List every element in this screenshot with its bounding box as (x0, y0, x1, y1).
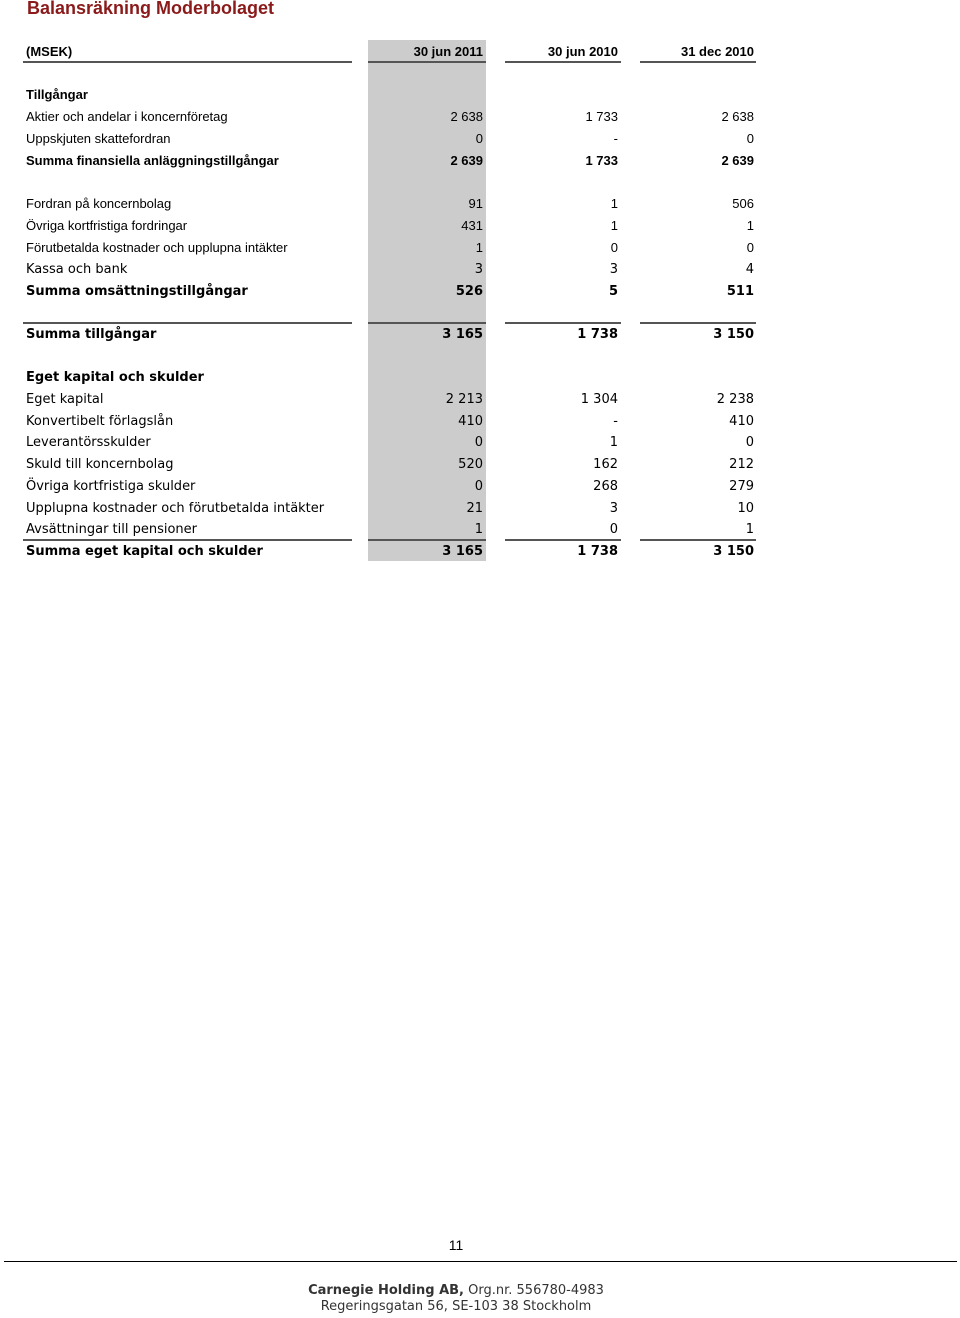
cell-value: 1 304 (580, 392, 618, 407)
table-row (0, 128, 960, 149)
row-label: Skuld till koncernbolag (26, 457, 174, 472)
table-row (0, 150, 960, 171)
cell-value: 268 (593, 479, 618, 494)
cell-value: 91 (468, 196, 483, 211)
table-row (0, 454, 960, 475)
column-header-30-jun-2011: 30 jun 2011 (413, 44, 483, 59)
cell-value: 212 (729, 457, 754, 472)
footer-divider (4, 1261, 957, 1262)
cell-value: 410 (729, 414, 754, 429)
cell-value: 3 150 (713, 327, 754, 342)
table-row (0, 84, 960, 105)
footer-address: Regeringsgatan 56, SE-103 38 Stockholm (320, 1299, 592, 1314)
unit-header: (MSEK) (26, 44, 73, 59)
table-row (0, 259, 960, 280)
section-heading-equity-liabilities: Eget kapital och skulder (26, 370, 204, 385)
row-label: Aktier och andelar i koncernföretag (26, 109, 228, 124)
cell-value: 1 (609, 435, 618, 450)
cell-value: 1 733 (585, 109, 618, 124)
cell-value: 520 (458, 457, 483, 472)
cell-value: 526 (455, 284, 483, 299)
cell-value: 1 738 (577, 327, 618, 342)
cell-value: 3 165 (442, 544, 483, 559)
table-row (0, 432, 960, 453)
cell-value: 431 (461, 218, 483, 233)
cell-value: 410 (458, 414, 483, 429)
cell-value: 3 (474, 262, 483, 277)
cell-value: 0 (745, 435, 754, 450)
footer-company-name: Carnegie Holding AB, (308, 1283, 464, 1298)
cell-value: 3 (609, 262, 618, 277)
table-row (0, 106, 960, 127)
cell-value: 4 (745, 262, 754, 277)
cell-value: 2 639 (450, 153, 483, 168)
cell-value: 1 (745, 522, 754, 537)
table-row (0, 237, 960, 258)
cell-value: 10 (737, 501, 754, 516)
cell-value: 1 (610, 196, 618, 211)
cell-value: 3 165 (442, 327, 483, 342)
row-label: Avsättningar till pensioner (26, 522, 198, 537)
cell-value: - (613, 414, 618, 429)
page-number: 11 (448, 1237, 464, 1253)
cell-value: 1 (475, 240, 483, 255)
header-rule-col1 (368, 61, 486, 63)
column-header-31-dec-2010: 31 dec 2010 (680, 44, 754, 59)
row-label: Summa eget kapital och skulder (26, 544, 263, 559)
cell-value: 0 (474, 479, 483, 494)
cell-value: 1 (746, 218, 754, 233)
table-row (0, 389, 960, 410)
cell-value: 1 (474, 522, 483, 537)
header-rule-col3 (640, 61, 756, 63)
row-label: Leverantörsskulder (26, 435, 151, 450)
header-rule-col2 (505, 61, 621, 63)
cell-value: 2 213 (445, 392, 483, 407)
cell-value: 511 (726, 284, 754, 299)
page-title: Balansräkning Moderbolaget (27, 0, 275, 18)
column-header-30-jun-2010: 30 jun 2010 (547, 44, 618, 59)
table-row (0, 193, 960, 214)
cell-value: 21 (466, 501, 483, 516)
cell-value: 506 (732, 196, 754, 211)
row-label: Summa tillgångar (26, 327, 157, 342)
row-label: Summa omsättningstillgångar (26, 284, 248, 299)
cell-value: 2 639 (721, 153, 754, 168)
cell-value: 279 (729, 479, 754, 494)
cell-value: 0 (475, 131, 483, 146)
footer-company-line (0, 1283, 912, 1298)
header-rule-label (23, 61, 352, 63)
cell-value: 2 238 (716, 392, 754, 407)
row-label: Uppskjuten skattefordran (26, 131, 171, 146)
cell-value: 2 638 (721, 109, 754, 124)
table-row (0, 519, 960, 540)
table-row (0, 411, 960, 432)
cell-value: 3 (609, 501, 618, 516)
cell-value: 1 (610, 218, 618, 233)
row-label: Summa finansiella anläggningstillgångar (26, 153, 279, 168)
table-row (0, 215, 960, 236)
cell-value: 162 (593, 457, 618, 472)
row-label: Förutbetalda kostnader och upplupna intäkter (26, 240, 288, 255)
cell-value: 0 (609, 522, 618, 537)
table-row (0, 541, 960, 562)
row-label: Konvertibelt förlagslån (26, 414, 174, 429)
cell-value: 1 738 (577, 544, 618, 559)
cell-value: 0 (746, 240, 754, 255)
cell-value: 0 (474, 435, 483, 450)
cell-value: 2 638 (450, 109, 483, 124)
row-label: Upplupna kostnader och förutbetalda intäkter (26, 501, 325, 516)
cell-value: 3 150 (713, 544, 754, 559)
table-row (0, 367, 960, 388)
table-row (0, 324, 960, 345)
cell-value: 1 733 (585, 153, 618, 168)
row-label: Kassa och bank (26, 262, 128, 277)
row-label: Övriga kortfristiga skulder (26, 479, 196, 494)
cell-value: - (613, 131, 618, 146)
cell-value: 0 (746, 131, 754, 146)
row-label: Eget kapital (26, 392, 104, 407)
row-label: Fordran på koncernbolag (26, 196, 172, 211)
section-heading-assets: Tillgångar (26, 87, 88, 102)
row-label: Övriga kortfristiga fordringar (26, 218, 188, 233)
table-row (0, 476, 960, 497)
cell-value: 5 (608, 284, 618, 299)
table-row (0, 498, 960, 519)
footer-org-number: Org.nr. 556780-4983 (468, 1283, 604, 1298)
table-row (0, 281, 960, 302)
cell-value: 0 (610, 240, 618, 255)
table-header-row (0, 41, 960, 62)
